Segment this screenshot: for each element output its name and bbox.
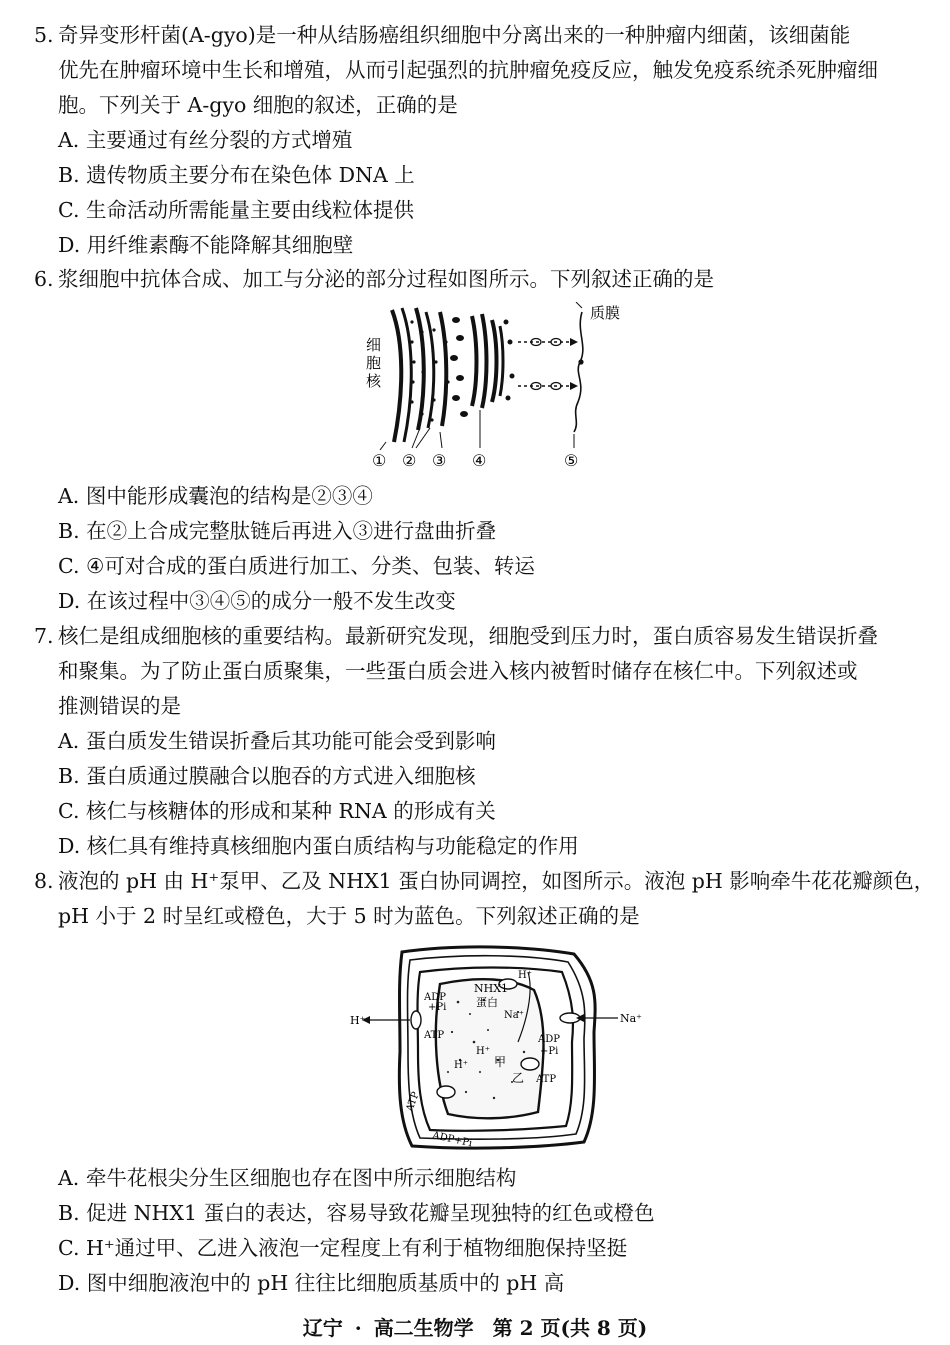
option-d: D. 图中细胞液泡中的 pH 往往比细胞质基质中的 pH 高 [58, 1271, 565, 1295]
question-stem-line: 奇异变形杆菌(A-gyo)是一种从结肠癌组织细胞中分离出来的一种肿瘤内细菌，该细菌能 [58, 23, 851, 47]
atp-right-label: ATP [536, 1074, 557, 1085]
question-stem-line: 核仁是组成细胞核的重要结构。最新研究发现，细胞受到压力时，蛋白质容易发生错误折叠 [58, 624, 878, 648]
nucleus-label-char: 胞 [366, 354, 382, 372]
question-stem-line: 胞。下列关于 A-gyo 细胞的叙述，正确的是 [58, 93, 458, 117]
nucleus-label-char: 细 [366, 336, 382, 354]
option-d: D. 核仁具有维持真核细胞内蛋白质结构与功能稳定的作用 [58, 834, 579, 858]
marker-3: ③ [432, 451, 447, 470]
yi-label: 乙 [512, 1071, 525, 1085]
antibody-secretion-diagram [360, 302, 620, 470]
question-stem-line: 浆细胞中抗体合成、加工与分泌的部分过程如图所示。下列叙述正确的是 [58, 267, 714, 291]
question-number: 8. [34, 869, 54, 893]
question-stem-line: 优先在肿瘤环境中生长和增殖，从而引起强烈的抗肿瘤免疫反应，触发免疫系统杀死肿瘤细 [58, 58, 878, 82]
atp-bottom-label: ATP [404, 1090, 422, 1114]
option-b: B. 在②上合成完整肽链后再进入③进行盘曲折叠 [58, 519, 497, 543]
page-footer [0, 1312, 950, 1341]
footer-subject: 高二生物学 [373, 1316, 474, 1340]
option-a: A. 主要通过有丝分裂的方式增殖 [58, 128, 353, 152]
marker-2: ② [402, 451, 417, 470]
option-c: C. 生命活动所需能量主要由线粒体提供 [58, 198, 414, 222]
footer-page-number: 第 2 页(共 8 页) [492, 1316, 648, 1340]
jia-label: 甲 [494, 1055, 507, 1069]
h-bottom-label: H⁺ [476, 1046, 490, 1057]
question-stem-line: 推测错误的是 [58, 694, 181, 718]
marker-5: ⑤ [564, 451, 579, 470]
option-d: D. 用纤维素酶不能降解其细胞壁 [58, 233, 354, 257]
footer-region: 辽宁 [302, 1316, 343, 1340]
option-d: D. 在该过程中③④⑤的成分一般不发生改变 [58, 589, 456, 613]
vacuole-ph-diagram [348, 942, 644, 1154]
h-inner-label: H⁺ [454, 1060, 468, 1071]
marker-1: ① [372, 451, 387, 470]
adp-top-label: ADP [424, 992, 446, 1003]
na-inner-label: Na⁺ [504, 1010, 524, 1021]
option-c: C. H⁺通过甲、乙进入液泡一定程度上有利于植物细胞保持坚挺 [58, 1236, 628, 1260]
option-a: A. 图中能形成囊泡的结构是②③④ [58, 484, 373, 508]
na-right-label: Na⁺ [620, 1012, 642, 1025]
option-c: C. 核仁与核糖体的形成和某种 RNA 的形成有关 [58, 799, 496, 823]
question-stem-line: 和聚集。为了防止蛋白质聚集，一些蛋白质会进入核内被暂时储存在核仁中。下列叙述或 [58, 659, 858, 683]
question-number: 6. [34, 267, 54, 291]
option-b: B. 蛋白质通过膜融合以胞吞的方式进入细胞核 [58, 764, 476, 788]
option-a: A. 牵牛花根尖分生区细胞也存在图中所示细胞结构 [58, 1166, 517, 1190]
nucleus-label-char: 核 [366, 372, 382, 390]
nhx1-protein-label: 蛋白 [476, 996, 498, 1009]
pi-right-label: +Pi [540, 1046, 559, 1057]
option-a: A. 蛋白质发生错误折叠后其功能可能会受到影响 [58, 729, 496, 753]
h-top-label: H⁺ [518, 970, 532, 981]
adp-right-label: ADP [538, 1034, 560, 1045]
question-number: 5. [34, 23, 54, 47]
nhx1-label: NHX1 [474, 982, 509, 995]
membrane-label: 质膜 [590, 304, 620, 322]
question-stem-line: pH 小于 2 时呈红或橙色，大于 5 时为蓝色。下列叙述正确的是 [58, 904, 640, 928]
atp-top-label: ATP [424, 1030, 445, 1041]
question-number: 7. [34, 624, 54, 648]
option-b: B. 遗传物质主要分布在染色体 DNA 上 [58, 163, 415, 187]
option-b: B. 促进 NHX1 蛋白的表达，容易导致花瓣呈现独特的红色或橙色 [58, 1201, 655, 1225]
pi-top-label: +Pi [428, 1002, 447, 1013]
marker-4: ④ [472, 451, 487, 470]
h-left-label: H⁺ [350, 1014, 366, 1027]
option-c: C. ④可对合成的蛋白质进行加工、分类、包装、转运 [58, 554, 535, 578]
adp-bottom-label: ADP+Pi [431, 1130, 474, 1150]
question-stem-line: 液泡的 pH 由 H⁺泵甲、乙及 NHX1 蛋白协同调控，如图所示。液泡 pH 影响牵牛花花瓣颜色， [58, 869, 935, 893]
footer-separator: · [354, 1316, 362, 1340]
